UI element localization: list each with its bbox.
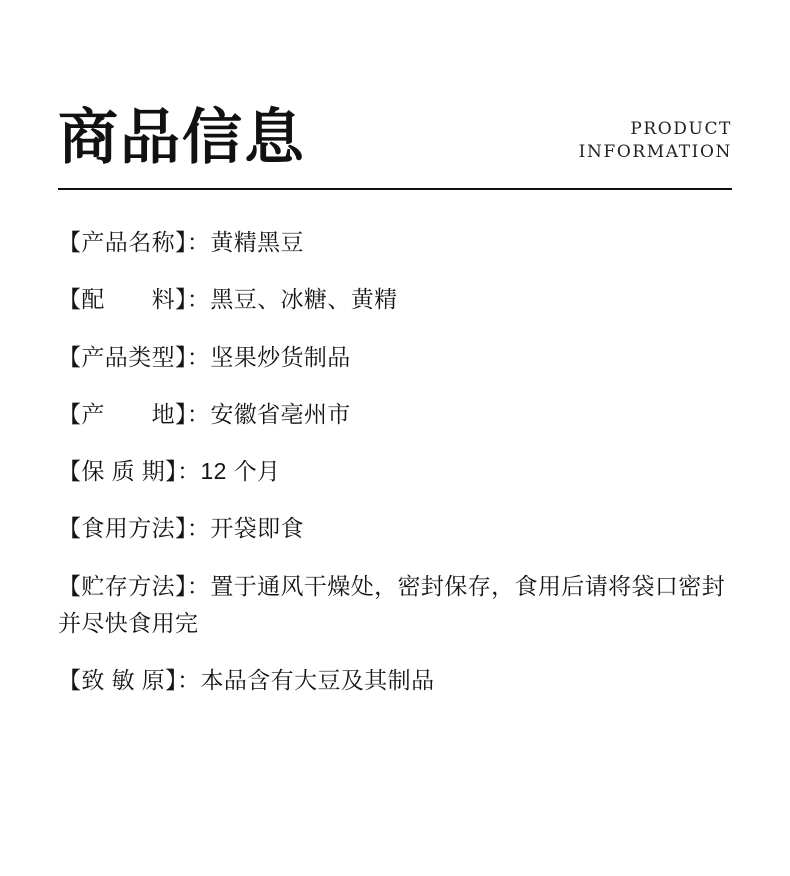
spec-label: 【产品类型】：: [58, 343, 211, 370]
spec-value: 黄精黑豆: [210, 229, 304, 255]
spec-label: 【配 料】：: [58, 286, 211, 313]
spec-label: 【贮存方法】：: [58, 572, 211, 599]
spec-value: 开袋即食: [210, 515, 304, 542]
spec-row: [58, 224, 732, 261]
spec-row: [58, 510, 732, 547]
spec-label: 【产 地】：: [58, 400, 211, 427]
page-title-english-line2: INFORMATION: [578, 142, 732, 163]
page-title-english-line1: PRODUCT: [630, 119, 732, 140]
spec-row: [58, 568, 732, 643]
spec-row: [58, 453, 732, 490]
spec-value: 安徽省亳州市: [210, 400, 351, 427]
header-divider: [58, 188, 732, 190]
spec-label: 【食用方法】：: [58, 515, 211, 542]
spec-row: [58, 662, 732, 699]
spec-label: 【致 敏 原】：: [58, 667, 201, 693]
page-title-english: [579, 118, 732, 174]
spec-value: 本品含有大豆及其制品: [200, 667, 435, 693]
spec-value: 坚果炒货制品: [210, 343, 351, 370]
spec-value: 12 个月: [200, 458, 281, 484]
spec-row: [58, 396, 732, 433]
spec-label: 【产品名称】：: [58, 229, 211, 255]
product-information-page: [0, 48, 790, 876]
spec-value: 黑豆、冰糖、黄精: [210, 286, 398, 313]
spec-label: 【保 质 期】：: [58, 458, 201, 484]
product-spec-list: [58, 224, 732, 699]
spec-row: [58, 281, 732, 318]
spec-value: 置于通风干燥处，密封保存，食用后请将袋口密封并尽快食用完: [58, 572, 726, 636]
page-title: 商品信息: [58, 103, 306, 173]
spec-row: [58, 339, 732, 376]
page-header: [58, 48, 732, 174]
